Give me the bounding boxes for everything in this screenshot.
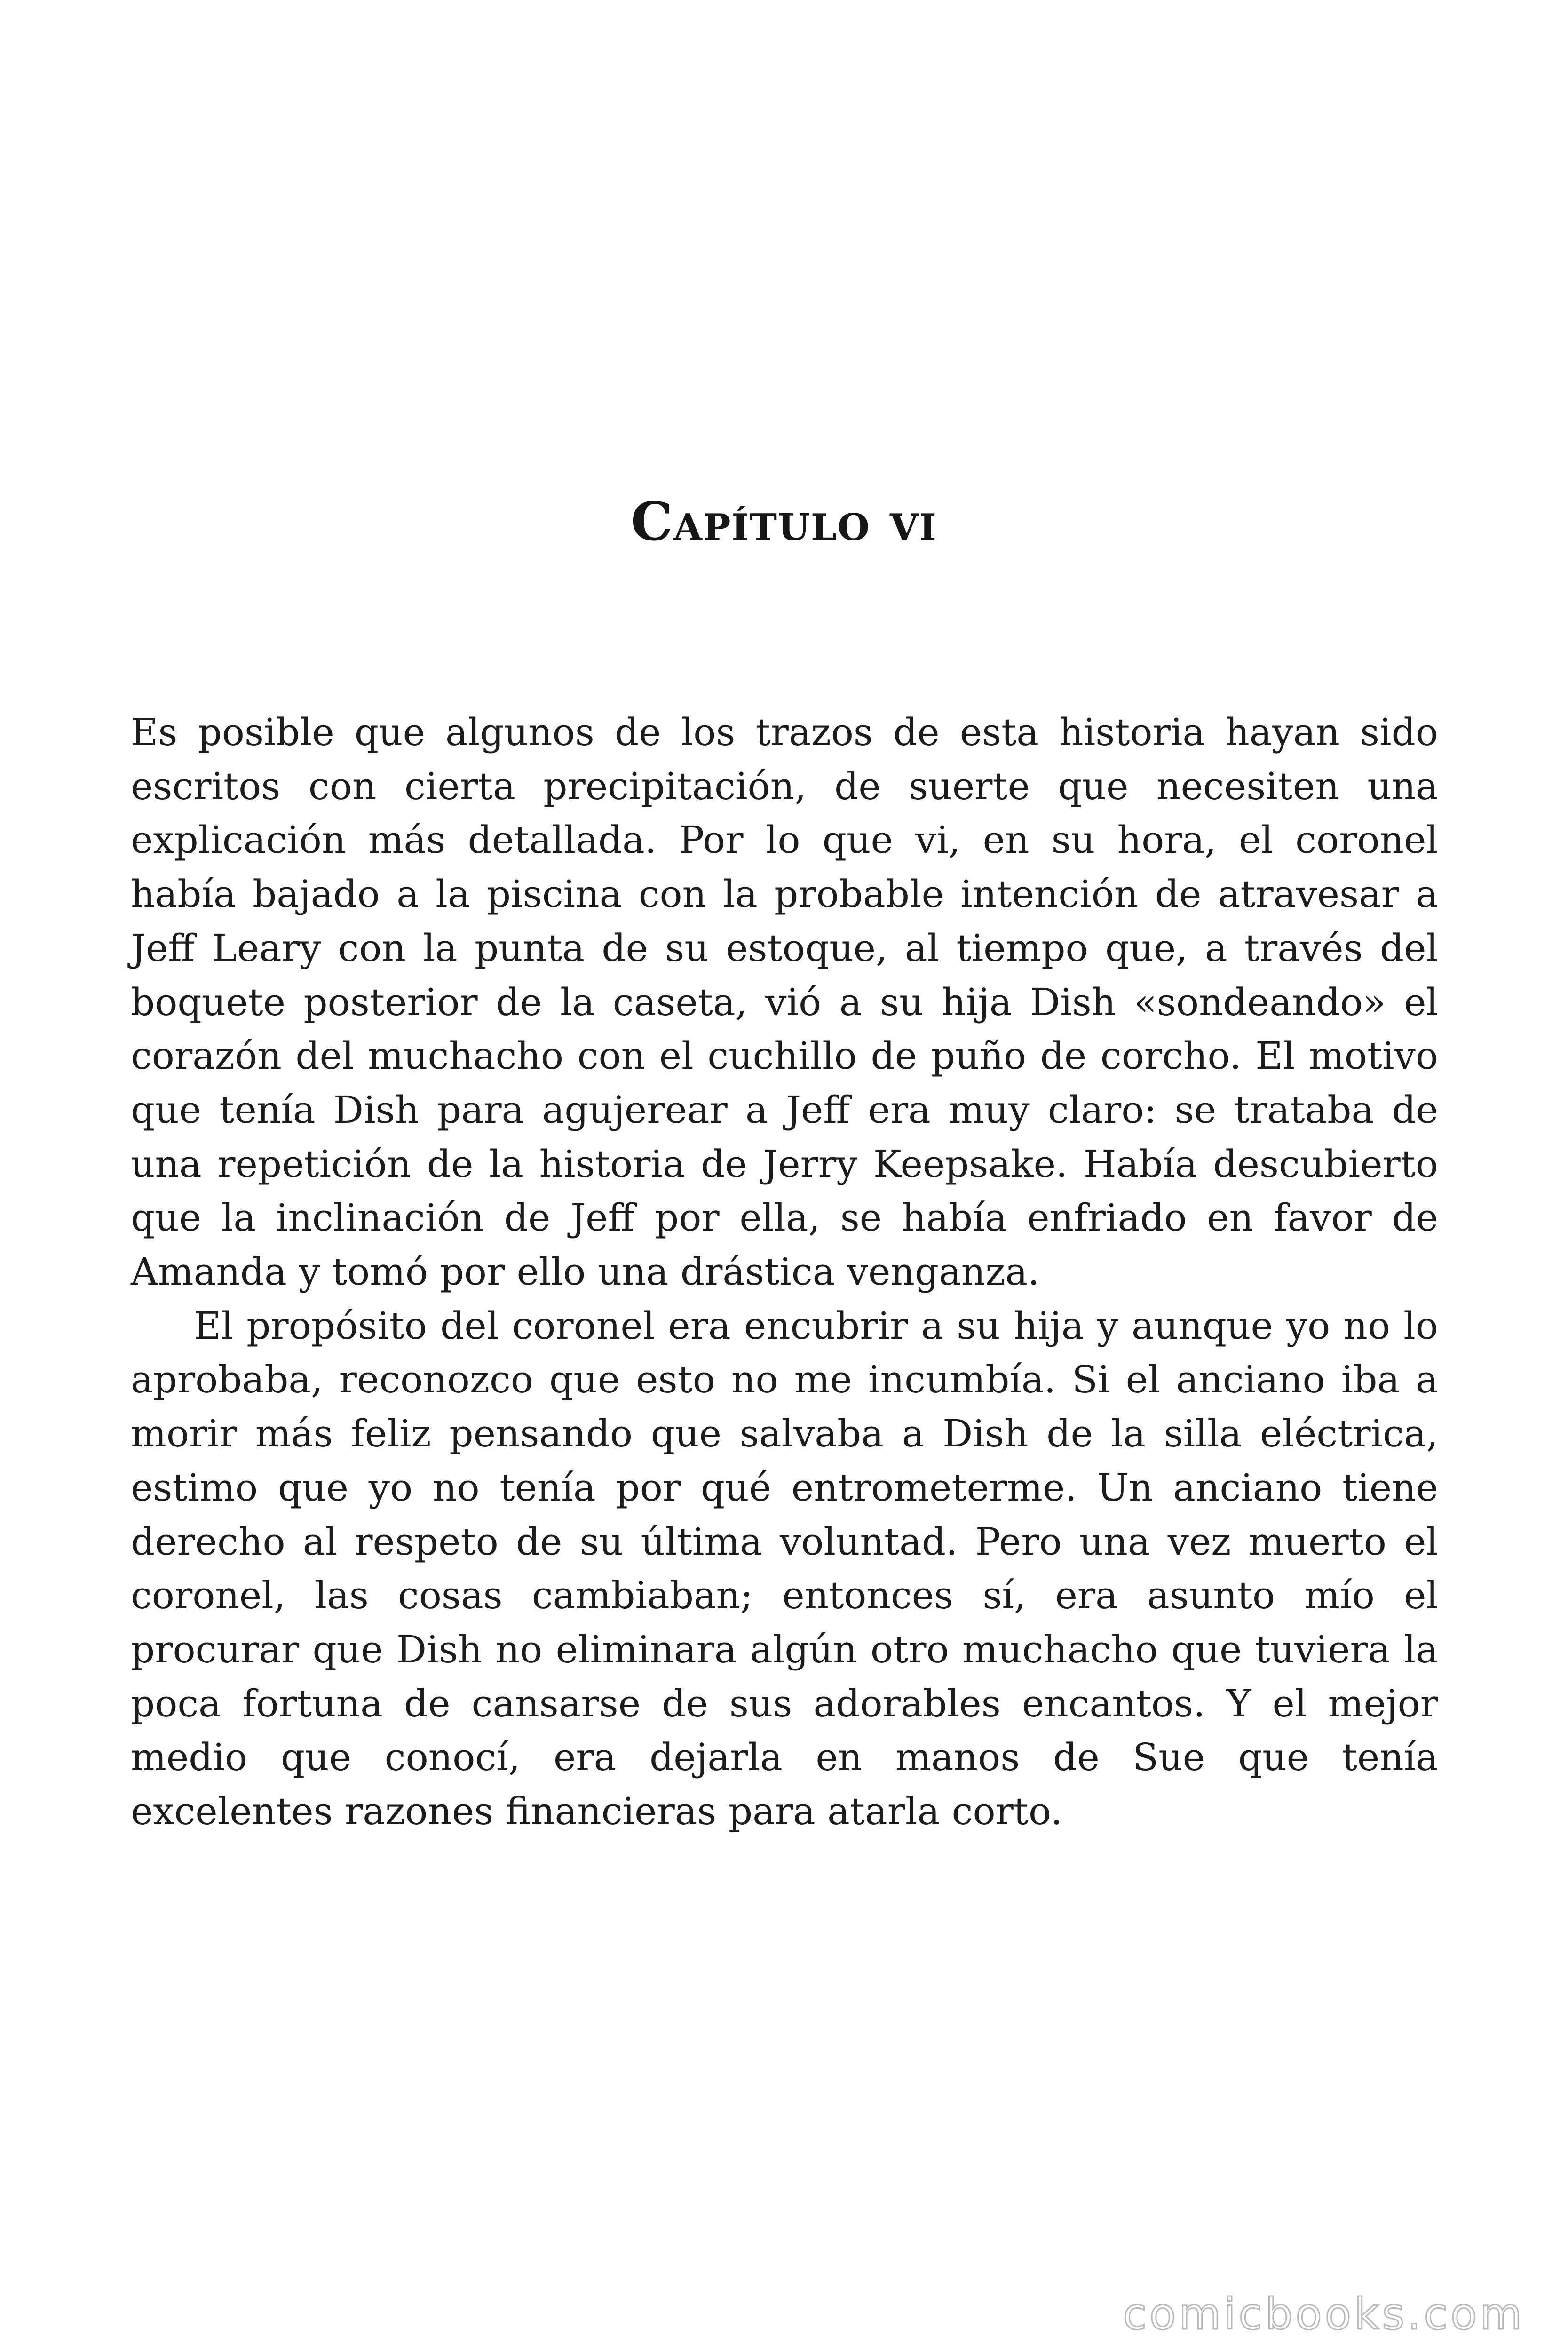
chapter-title: Capítulo vi	[631, 491, 937, 553]
paragraph-2: El propósito del coronel era encubrir a su hija y aunque yo no lo aprobaba, reconozco que esto no me incumbía. Si el anciano iba a morir más feliz pensando que salvaba a Dish de la silla eléctrica, estimo que yo no tenía por qué entrometerme. Un anciano tiene derecho al respeto de su última voluntad. Pero una vez muerto el coronel, las cosas cambiaban; entonces sí, era asunto mío el procurar que Dish no eliminara algún otro muchacho que tuviera la poca fortuna de cansarse de sus adorables encantos. Y el mejor medio que conocí, era dejarla en manos de Sue que tenía excelentes razones financieras para atarla corto.	[131, 1303, 1438, 1834]
paragraph-1: Es posible que algunos de los trazos de esta historia hayan sido escritos con cierta precipitación, de suerte que necesiten una explicación más detallada. Por lo que vi, en su hora, el coronel había bajado a la piscina con la probable intención de atravesar a Jeff Leary con la punta de su estoque, al tiempo que, a través del boquete posterior de la caseta, vió a su hija Dish «sondeando» el corazón del muchacho con el cuchillo de puño de corcho. El motivo que tenía Dish para agujerear a Jeff era muy claro: se trataba de una repetición de la historia de Jerry Keepsake. Había descubierto que la inclinación de Jeff por ella, se había enfriado en favor de Amanda y tomó por ello una drástica venganza.	[131, 710, 1438, 1294]
watermark-text: comicbooks.com	[1123, 2289, 1525, 2339]
chapter-body	[131, 706, 1438, 1839]
